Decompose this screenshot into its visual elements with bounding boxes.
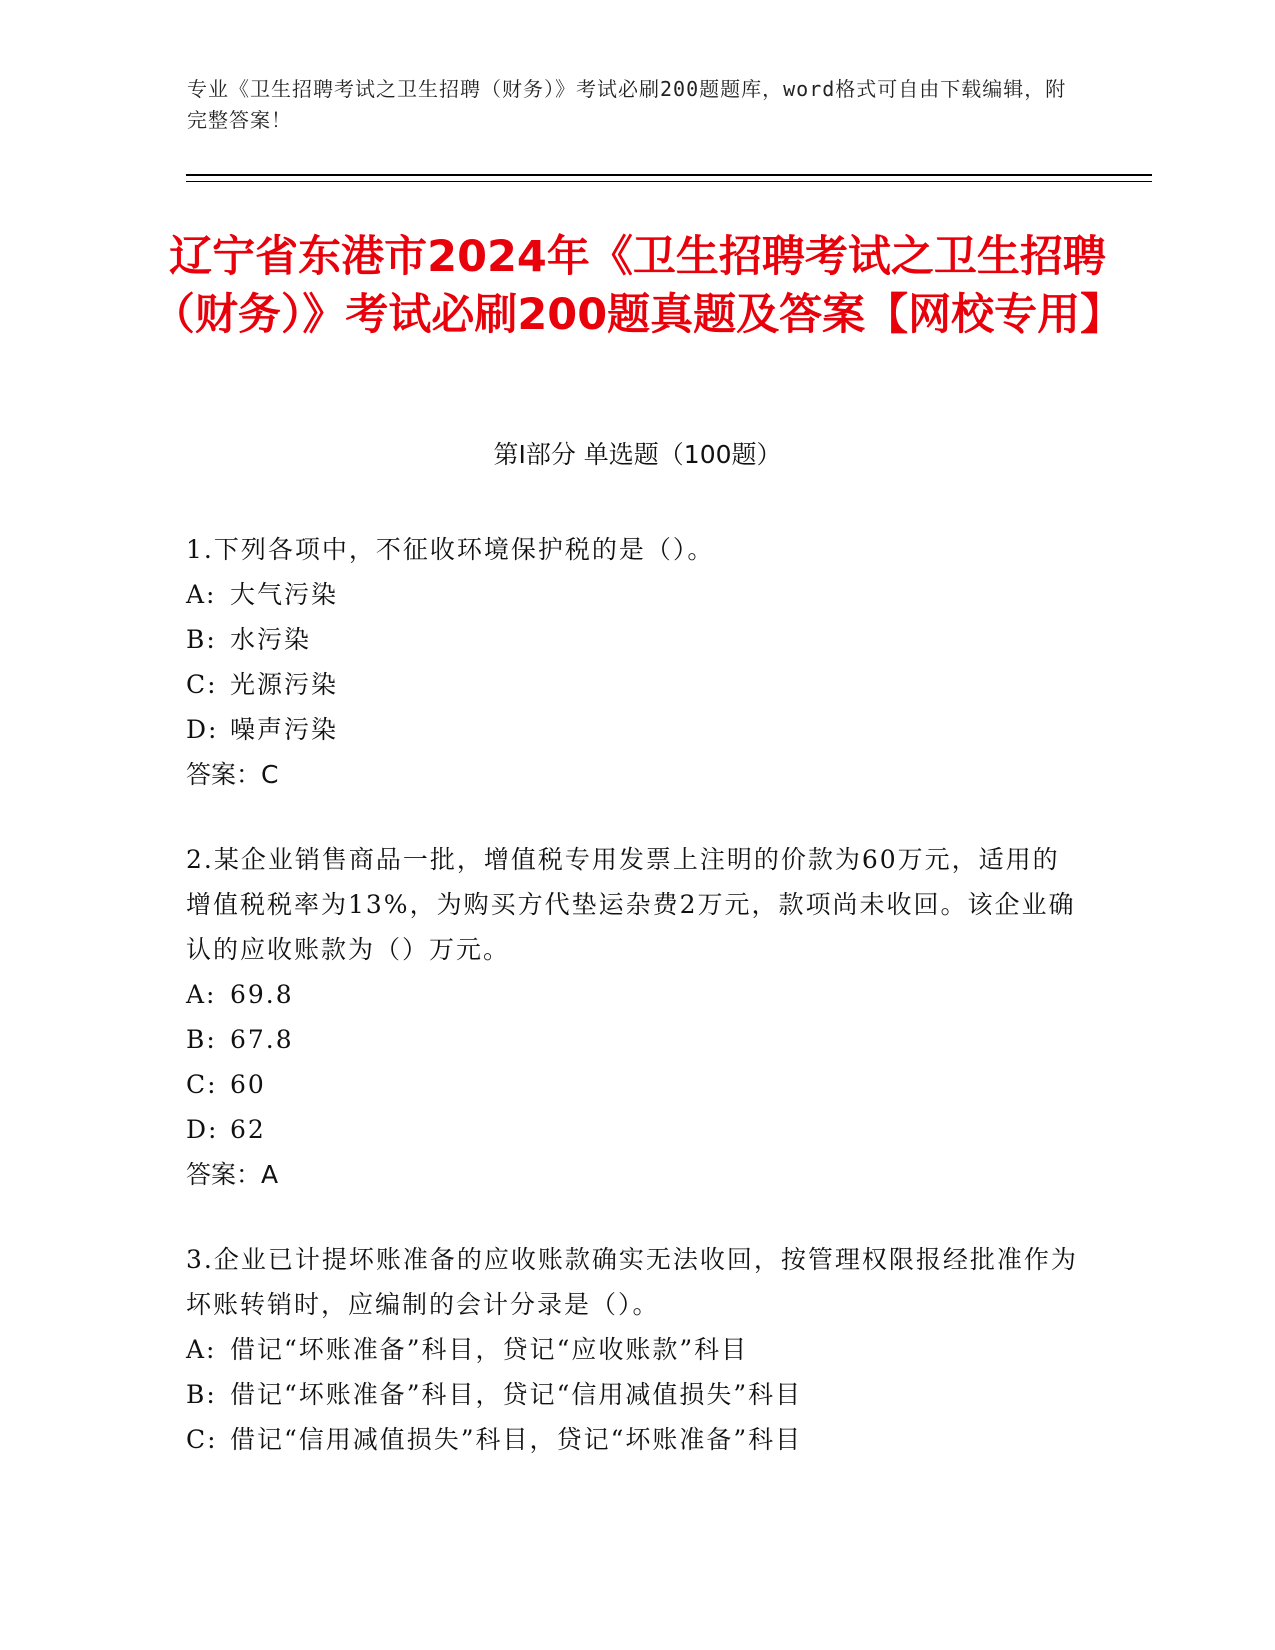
option-letter: C: (186, 1070, 218, 1099)
option-text: 60 (230, 1070, 266, 1099)
document-title: 辽宁省东港市2024年《卫生招聘考试之卫生招聘（财务）》考试必刷200题真题及答案【网校专用】 (151, 232, 1124, 340)
question-2 (186, 837, 1086, 1197)
option-a (186, 972, 1086, 1017)
option-text: 62 (230, 1115, 266, 1144)
header-rule-thick (186, 174, 1152, 176)
option-text: 水污染 (230, 625, 312, 654)
header-note: 专业《卫生招聘考试之卫生招聘（财务）》考试必刷200题题库，word格式可自由下载编辑，附完整答案！ (187, 77, 1067, 132)
option-c (186, 1417, 1086, 1462)
option-b (186, 1017, 1086, 1062)
option-text: 借记“坏账准备”科目，贷记“应收账款”科目 (230, 1335, 749, 1364)
option-text: 噪声污染 (230, 715, 339, 744)
option-text: 借记“坏账准备”科目，贷记“信用减值损失”科目 (230, 1380, 803, 1409)
option-letter: C: (186, 1425, 218, 1454)
option-letter: B: (186, 1025, 217, 1054)
answer: 答案：A (186, 1160, 279, 1189)
option-a (186, 572, 1086, 617)
option-text: 光源污染 (230, 670, 339, 699)
option-c (186, 662, 1086, 707)
section-title: 第Ⅰ部分 单选题（100题） (493, 440, 782, 469)
option-text: 67.8 (230, 1025, 294, 1054)
question-stem: 2.某企业销售商品一批，增值税专用发票上注明的价款为60万元，适用的增值税税率为13%，为购买方代垫运杂费2万元，款项尚未收回。该企业确认的应收账款为（）万元。 (186, 845, 1076, 964)
option-letter: C: (186, 670, 218, 699)
header-rule-thin (186, 181, 1152, 182)
question-list (186, 527, 1086, 1502)
option-letter: D: (186, 1115, 219, 1144)
option-c (186, 1062, 1086, 1107)
question-1 (186, 527, 1086, 797)
option-d (186, 707, 1086, 752)
option-letter: B: (186, 1380, 217, 1409)
option-text: 大气污染 (230, 580, 339, 609)
option-b (186, 617, 1086, 662)
option-letter: A: (186, 1335, 217, 1364)
option-text: 借记“信用减值损失”科目，贷记“坏账准备”科目 (230, 1425, 803, 1454)
option-b (186, 1372, 1086, 1417)
question-stem: 1.下列各项中，不征收环境保护税的是（）。 (186, 535, 715, 564)
option-letter: A: (186, 580, 217, 609)
question-stem: 3.企业已计提坏账准备的应收账款确实无法收回，按管理权限报经批准作为坏账转销时，应编制的会计分录是（）。 (186, 1245, 1078, 1319)
answer: 答案：C (186, 760, 279, 789)
option-letter: D: (186, 715, 219, 744)
option-a (186, 1327, 1086, 1372)
question-3 (186, 1237, 1086, 1462)
option-d (186, 1107, 1086, 1152)
option-letter: B: (186, 625, 217, 654)
option-text: 69.8 (230, 980, 294, 1009)
option-letter: A: (186, 980, 217, 1009)
